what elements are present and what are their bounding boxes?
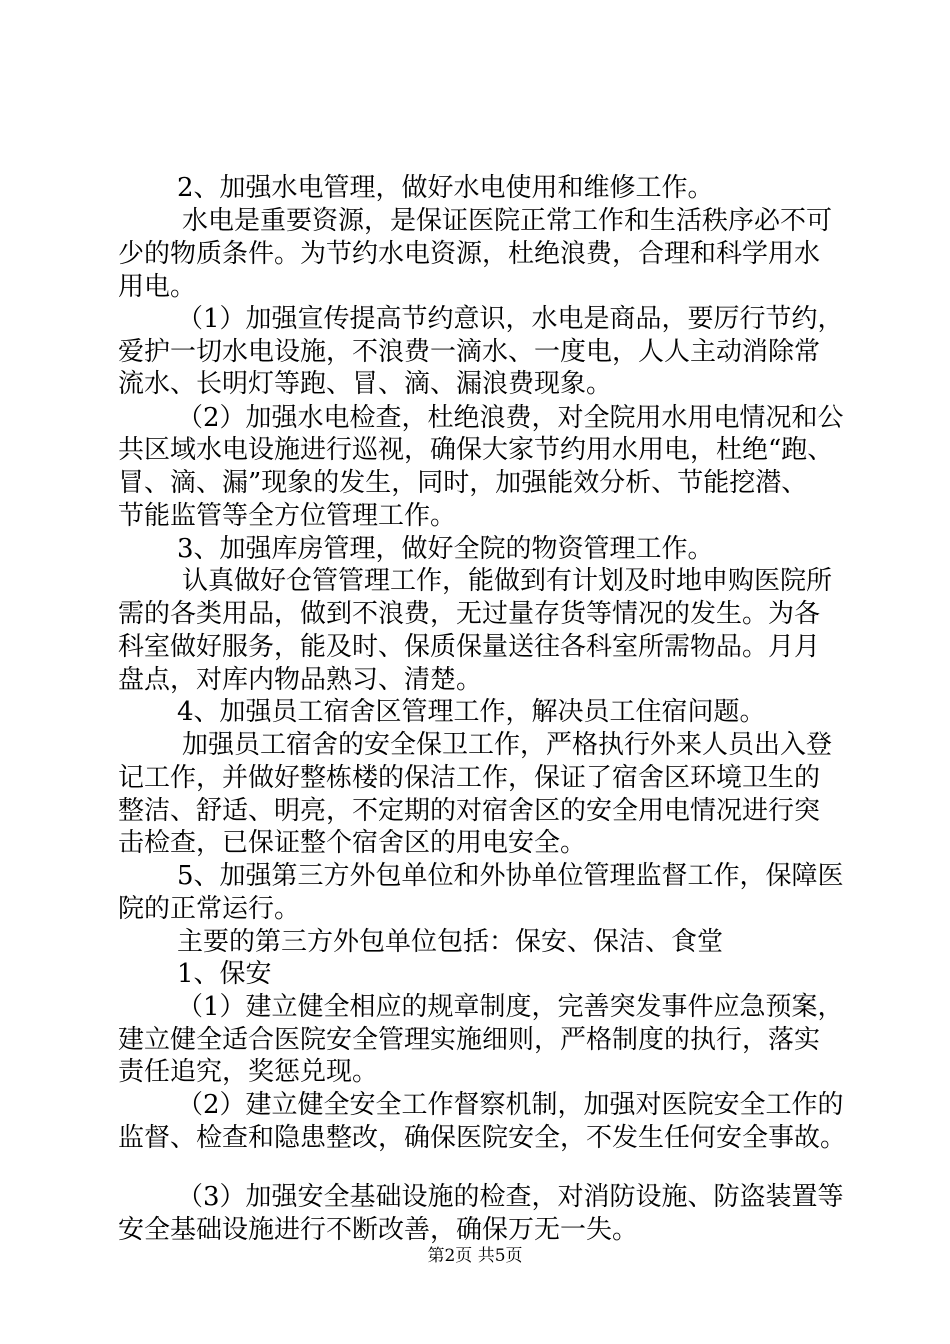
body-line: 击检查，已保证整个宿舍区的用电安全。	[118, 828, 587, 858]
page-number-footer: 第2页 共5页	[427, 1246, 523, 1266]
body-line: 共区域水电设施进行巡视，确保大家节约用水用电，杜绝“跑、	[118, 435, 834, 465]
heading-dormitory: 4、加强员工宿舍区管理工作，解决员工住宿问题。	[177, 697, 766, 727]
body-line: 冒、滴、漏”现象的发生，同时，加强能效分析、节能挖潜、	[118, 468, 808, 498]
body-line: 监督、检查和隐患整改，确保医院安全，不发生任何安全事故。	[118, 1123, 847, 1153]
body-line: 盘点，对库内物品熟习、清楚。	[118, 665, 483, 695]
body-line: 主要的第三方外包单位包括：保安、保洁、食堂	[177, 927, 724, 957]
body-line: 流水、长明灯等跑、冒、滴、漏浪费现象。	[118, 369, 613, 399]
body-line: 用电。	[118, 272, 197, 302]
body-line: （2）建立健全安全工作督察机制，加强对医院安全工作的	[177, 1090, 844, 1120]
subheading-security: 1、保安	[177, 959, 272, 989]
body-line: 科室做好服务，能及时、保质保量送往各科室所需物品。月月	[118, 632, 821, 662]
body-line: 记工作，并做好整栋楼的保洁工作，保证了宿舍区环境卫生的	[118, 763, 821, 793]
body-line: （3）加强安全基础设施的检查，对消防设施、防盗装置等	[177, 1182, 844, 1212]
body-line: （2）加强水电检查，杜绝浪费，对全院用水用电情况和公	[177, 403, 844, 433]
body-line: 需的各类用品，做到不浪费，无过量存货等情况的发生。为各	[118, 599, 821, 629]
heading-water-electric: 2、加强水电管理，做好水电使用和维修工作。	[177, 173, 714, 203]
body-line: （1）建立健全相应的规章制度，完善突发事件应急预案，	[177, 992, 844, 1022]
body-line: 认真做好仓管管理工作，能做到有计划及时地申购医院所	[182, 566, 833, 596]
heading-outsourcing: 5、加强第三方外包单位和外协单位管理监督工作，保障医	[177, 861, 844, 891]
body-line: （1）加强宣传提高节约意识，水电是商品，要厉行节约，	[177, 304, 844, 334]
body-line: 爱护一切水电设施，不浪费一滴水、一度电，人人主动消除常	[118, 337, 821, 367]
body-line: 水电是重要资源，是保证医院正常工作和生活秩序必不可	[182, 206, 833, 236]
body-line: 责任追究，奖惩兑现。	[118, 1057, 379, 1087]
body-line: 院的正常运行。	[118, 894, 301, 924]
body-line: 整洁、舒适、明亮，不定期的对宿舍区的安全用电情况进行突	[118, 796, 821, 826]
body-line: 加强员工宿舍的安全保卫工作，严格执行外来人员出入登	[182, 730, 833, 760]
heading-warehouse: 3、加强库房管理，做好全院的物资管理工作。	[177, 534, 714, 564]
body-line: 节能监管等全方位管理工作。	[118, 501, 457, 531]
body-line: 少的物质条件。为节约水电资源，杜绝浪费，合理和科学用水	[118, 239, 821, 269]
body-line: 安全基础设施进行不断改善，确保万无一失。	[118, 1215, 639, 1245]
body-line: 建立健全适合医院安全管理实施细则，严格制度的执行，落实	[118, 1025, 821, 1055]
